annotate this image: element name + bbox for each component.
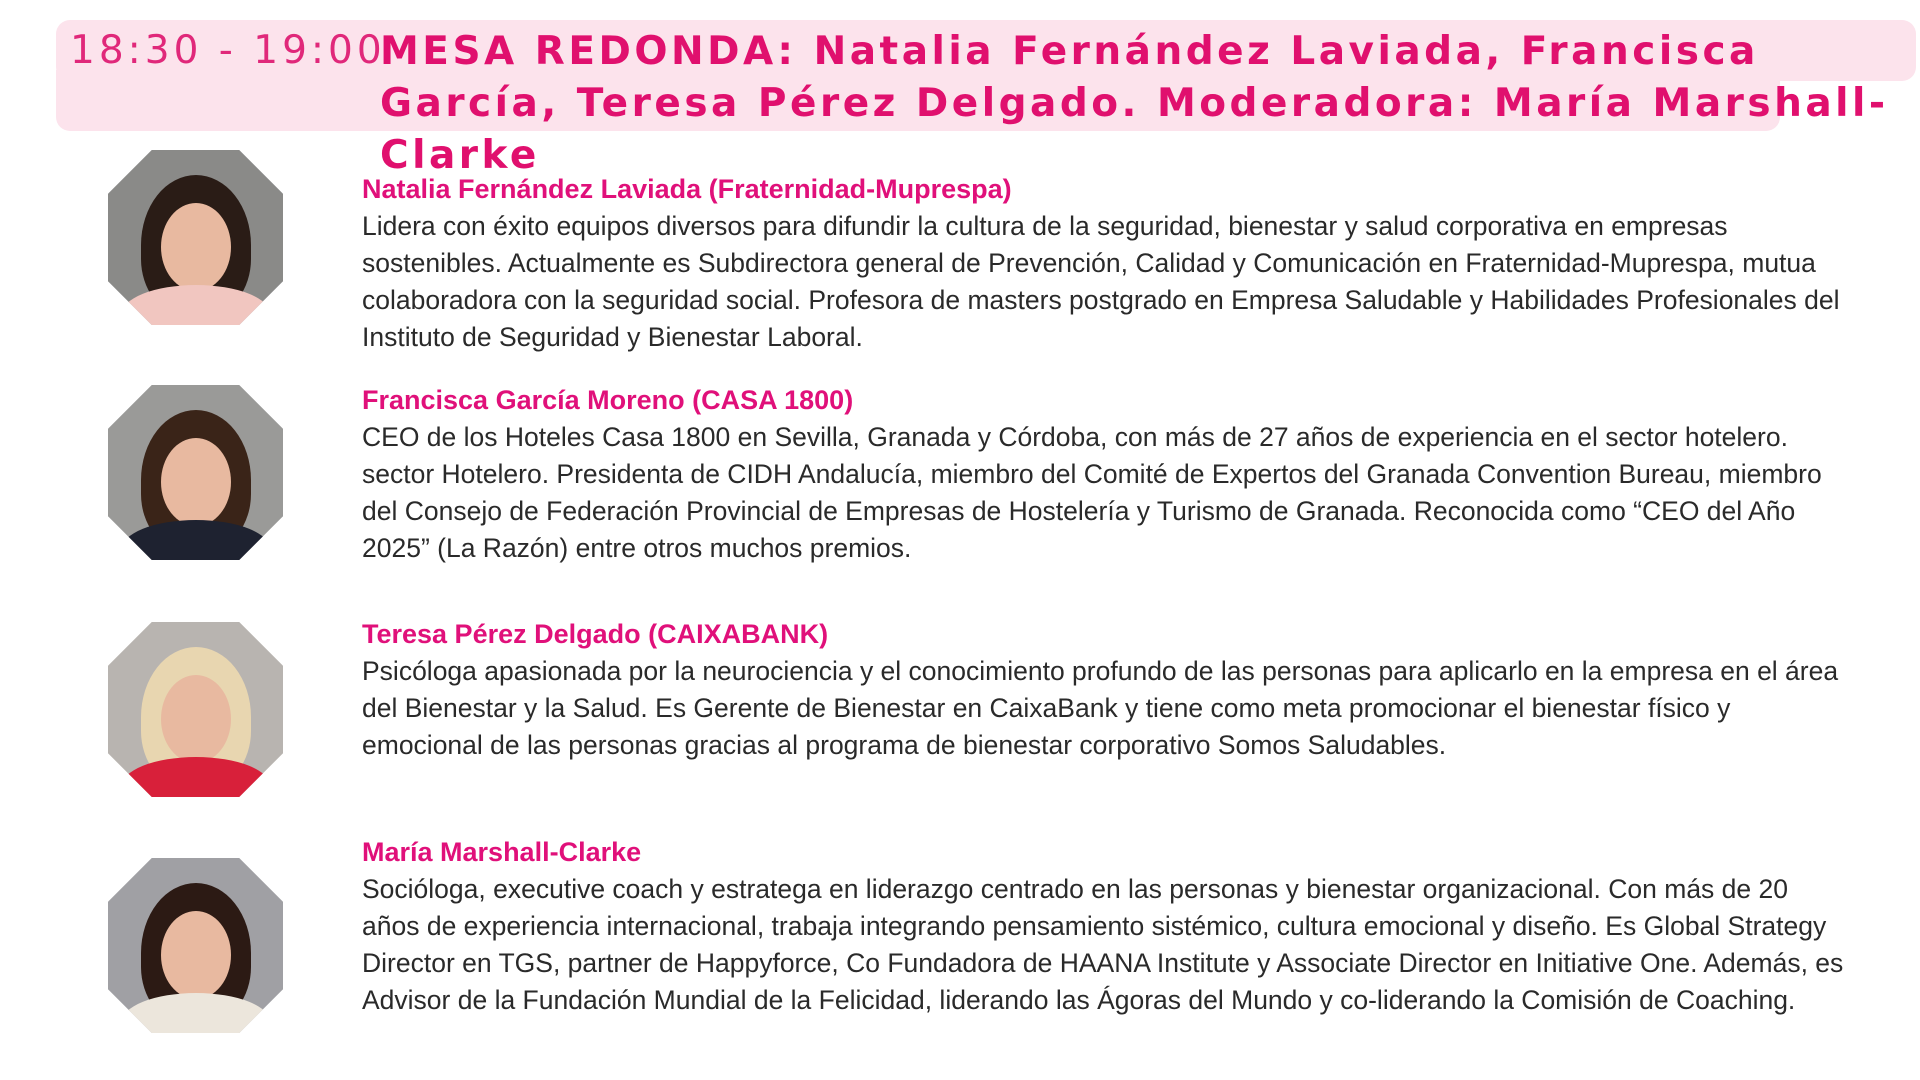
speaker-bio: Socióloga, executive coach y estratega en liderazgo centrado en las personas y bienestar organizacional. Con más de 20 años de experiencia internacional, trabaja integrando pensamiento sistémico, cultura emocional y diseño. Es Global Strategy Director en TGS, partner de Happyforce, Co Fundadora de HAANA Institute y Associate Director en Initiative One. Además, es Advisor de la Fundación Mundial de la Felicidad, liderando las Ágoras del Mundo y co-liderando la Comisión de Coaching. [362,874,1844,1015]
speaker-bio: Psicóloga apasionada por la neurociencia y el conocimiento profundo de las personas para aplicarlo en la empresa en el área del Bienestar y la Salud. Es Gerente de Bienestar en CaixaBank y tiene como meta promocionar el bienestar físico y emocional de las personas gracias al programa de bienestar corporativo Somos Saludables. [362,656,1839,760]
speaker-photo [108,150,283,325]
speaker-bio: Lidera con éxito equipos diversos para difundir la cultura de la seguridad, bienestar y salud corporativa en empresas sostenibles. Actualmente es Subdirectora general de Prevención, Calidad y Comunicación en Fraternidad-Muprespa, mutua colaboradora con la seguridad social. Profesora de masters postgrado en Empresa Saludable y Habilidades Profesionales del Instituto de Seguridad y Bienestar Laboral. [362,211,1840,352]
speaker-name: Natalia Fernández Laviada (Fraternidad-Muprespa) [362,174,1012,204]
speaker-name: Teresa Pérez Delgado (CAIXABANK) [362,619,829,649]
speaker-photo [108,385,283,560]
speaker-photo [108,622,283,797]
speaker-name: Francisca García Moreno (CASA 1800) [362,385,854,415]
speaker-photo [108,858,283,1033]
speaker-name: María Marshall-Clarke [362,837,642,867]
speaker-bio: CEO de los Hoteles Casa 1800 en Sevilla, Granada y Córdoba, con más de 27 años de experiencia en el sector hotelero. sector Hotelero. Presidenta de CIDH Andalucía, miembro del Comité de Expertos del Granada Convention Bureau, miembro del Consejo de Federación Provincial de Empresas de Hostelería y Turismo de Granada. Reconocida como “CEO del Año 2025” (La Razón) entre otros muchos premios. [362,422,1822,563]
session-title: MESA REDONDA: Natalia Fernández Laviada, Francisca García, Teresa Pérez Delgado. Moderadora: María Marshall-Clarke [380,29,1889,178]
session-time: 18:30 - 19:00 [70,28,386,73]
